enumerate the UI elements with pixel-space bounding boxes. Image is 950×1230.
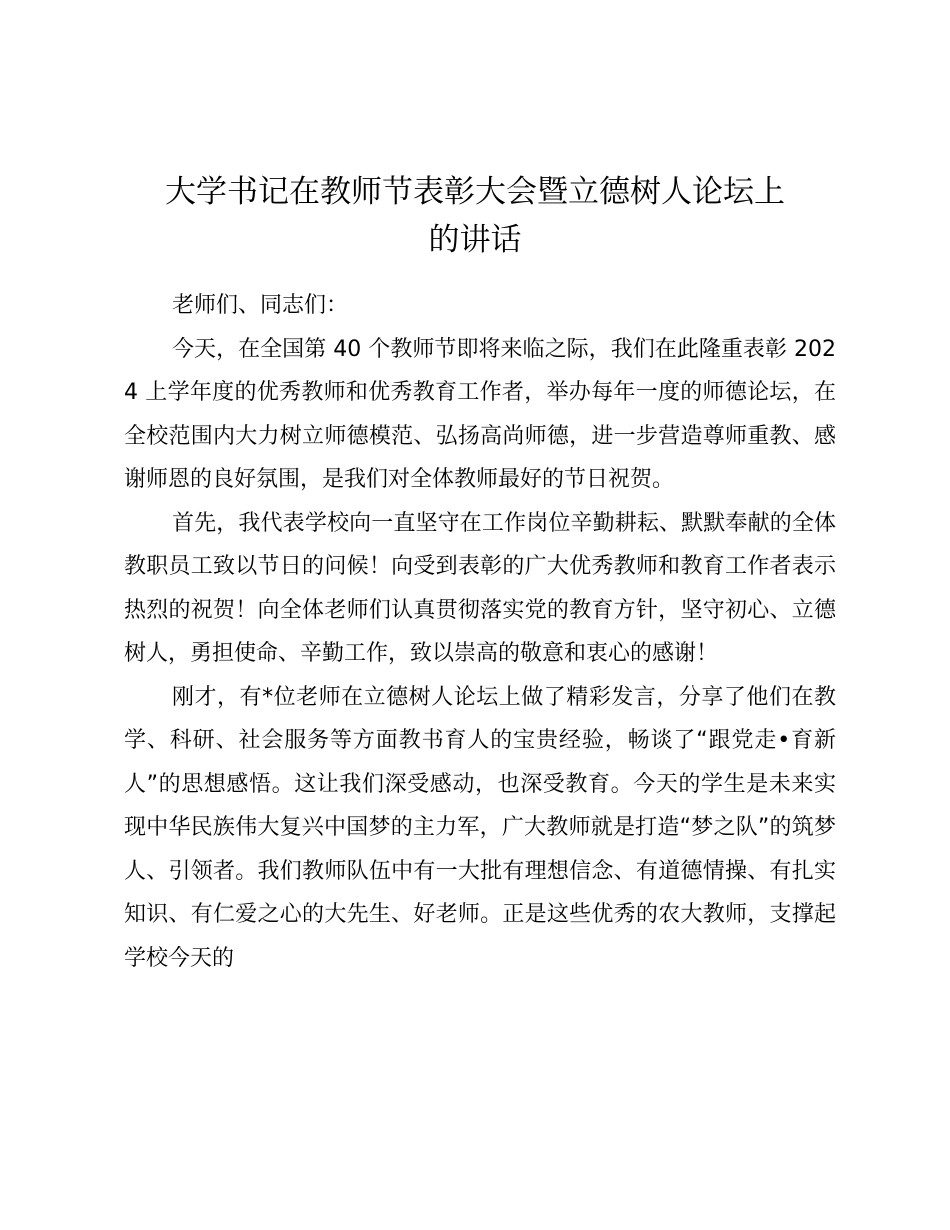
document-body <box>124 284 836 980</box>
salutation: 老师们、同志们： <box>172 293 349 318</box>
title-line-1: 大学书记在教师节表彰大会暨立德树人论坛上 <box>165 174 785 210</box>
title-line-2: 的讲话 <box>428 222 522 258</box>
paragraph-forum: 刚才，有*位老师在立德树人论坛上做了精彩发言，分享了他们在教学、科研、社会服务等方面教书育人的宝贵经验，畅谈了“跟党走•育新人”的思想感悟。这让我们深受感动，也深受教育。今天的学生是未来实现中华民族伟大复兴中国梦的主力军，广大教师就是打造“梦之队”的筑梦人、引领者。我们教师队伍中有一大批有理想信念、有道德情操、有扎实知识、有仁爱之心的大先生、好老师。正是这些优秀的农大教师，支撑起学校今天的 <box>124 684 836 971</box>
paragraph-intro: 今天，在全国第 40 个教师节即将来临之际，我们在此隆重表彰 2024 上学年度的优秀教师和优秀教育工作者，举办每年一度的师德论坛，在全校范围内大力树立师德模范、弘扬高尚师德，进一步营造尊师重教、感谢师恩的良好氛围，是我们对全体教师最好的节日祝贺。 <box>124 336 836 492</box>
document-title <box>110 168 840 264</box>
paragraph-greetings: 首先，我代表学校向一直坚守在工作岗位辛勤耕耘、默默奉献的全体教职员工致以节日的问候！向受到表彰的广大优秀教师和教育工作者表示热烈的祝贺！向全体老师们认真贯彻落实党的教育方针，坚守初心、立德树人，勇担使命、辛勤工作，致以崇高的敬意和衷心的感谢！ <box>124 510 836 666</box>
